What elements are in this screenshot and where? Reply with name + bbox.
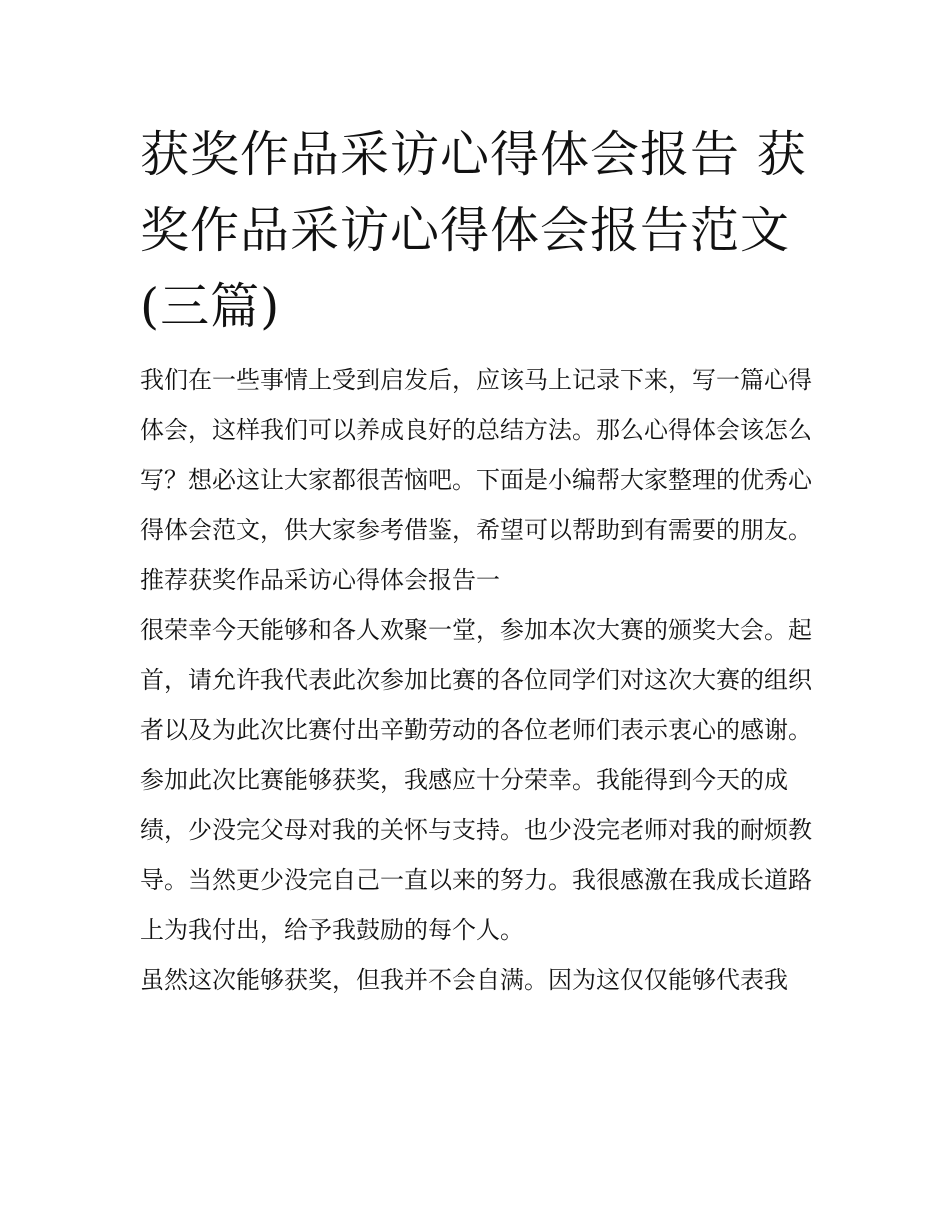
- body-paragraph: 参加此次比赛能够获奖，我感应十分荣幸。我能得到今天的成绩，少没完父母对我的关怀与支持。也少没完老师对我的耐烦教导。当然更少没完自己一直以来的努力。我很感激在我成长道路上为我付出，给予我鼓励的每个人。: [140, 766, 812, 944]
- intro-paragraph: 我们在一些事情上受到启发后，应该马上记录下来，写一篇心得体会，这样我们可以养成良好的总结方法。那么心得体会该怎么写？想必这让大家都很苦恼吧。下面是小编帮大家整理的优秀心得体会范文，供大家参考借鉴，希望可以帮助到有需要的朋友。: [140, 366, 812, 544]
- body-paragraph: 虽然这次能够获奖，但我并不会自满。因为这仅仅能够代表我: [140, 966, 788, 994]
- section-heading: 推荐获奖作品采访心得体会报告一: [140, 566, 500, 594]
- document-body: [140, 355, 820, 1005]
- document-content: [140, 117, 820, 1005]
- document-title: 获奖作品采访心得体会报告 获奖作品采访心得体会报告范文(三篇): [140, 126, 807, 335]
- body-paragraph: 很荣幸今天能够和各人欢聚一堂，参加本次大赛的颁奖大会。起首，请允许我代表此次参加比赛的各位同学们对这次大赛的组织者以及为此次比赛付出辛勤劳动的各位老师们表示衷心的感谢。: [140, 616, 812, 744]
